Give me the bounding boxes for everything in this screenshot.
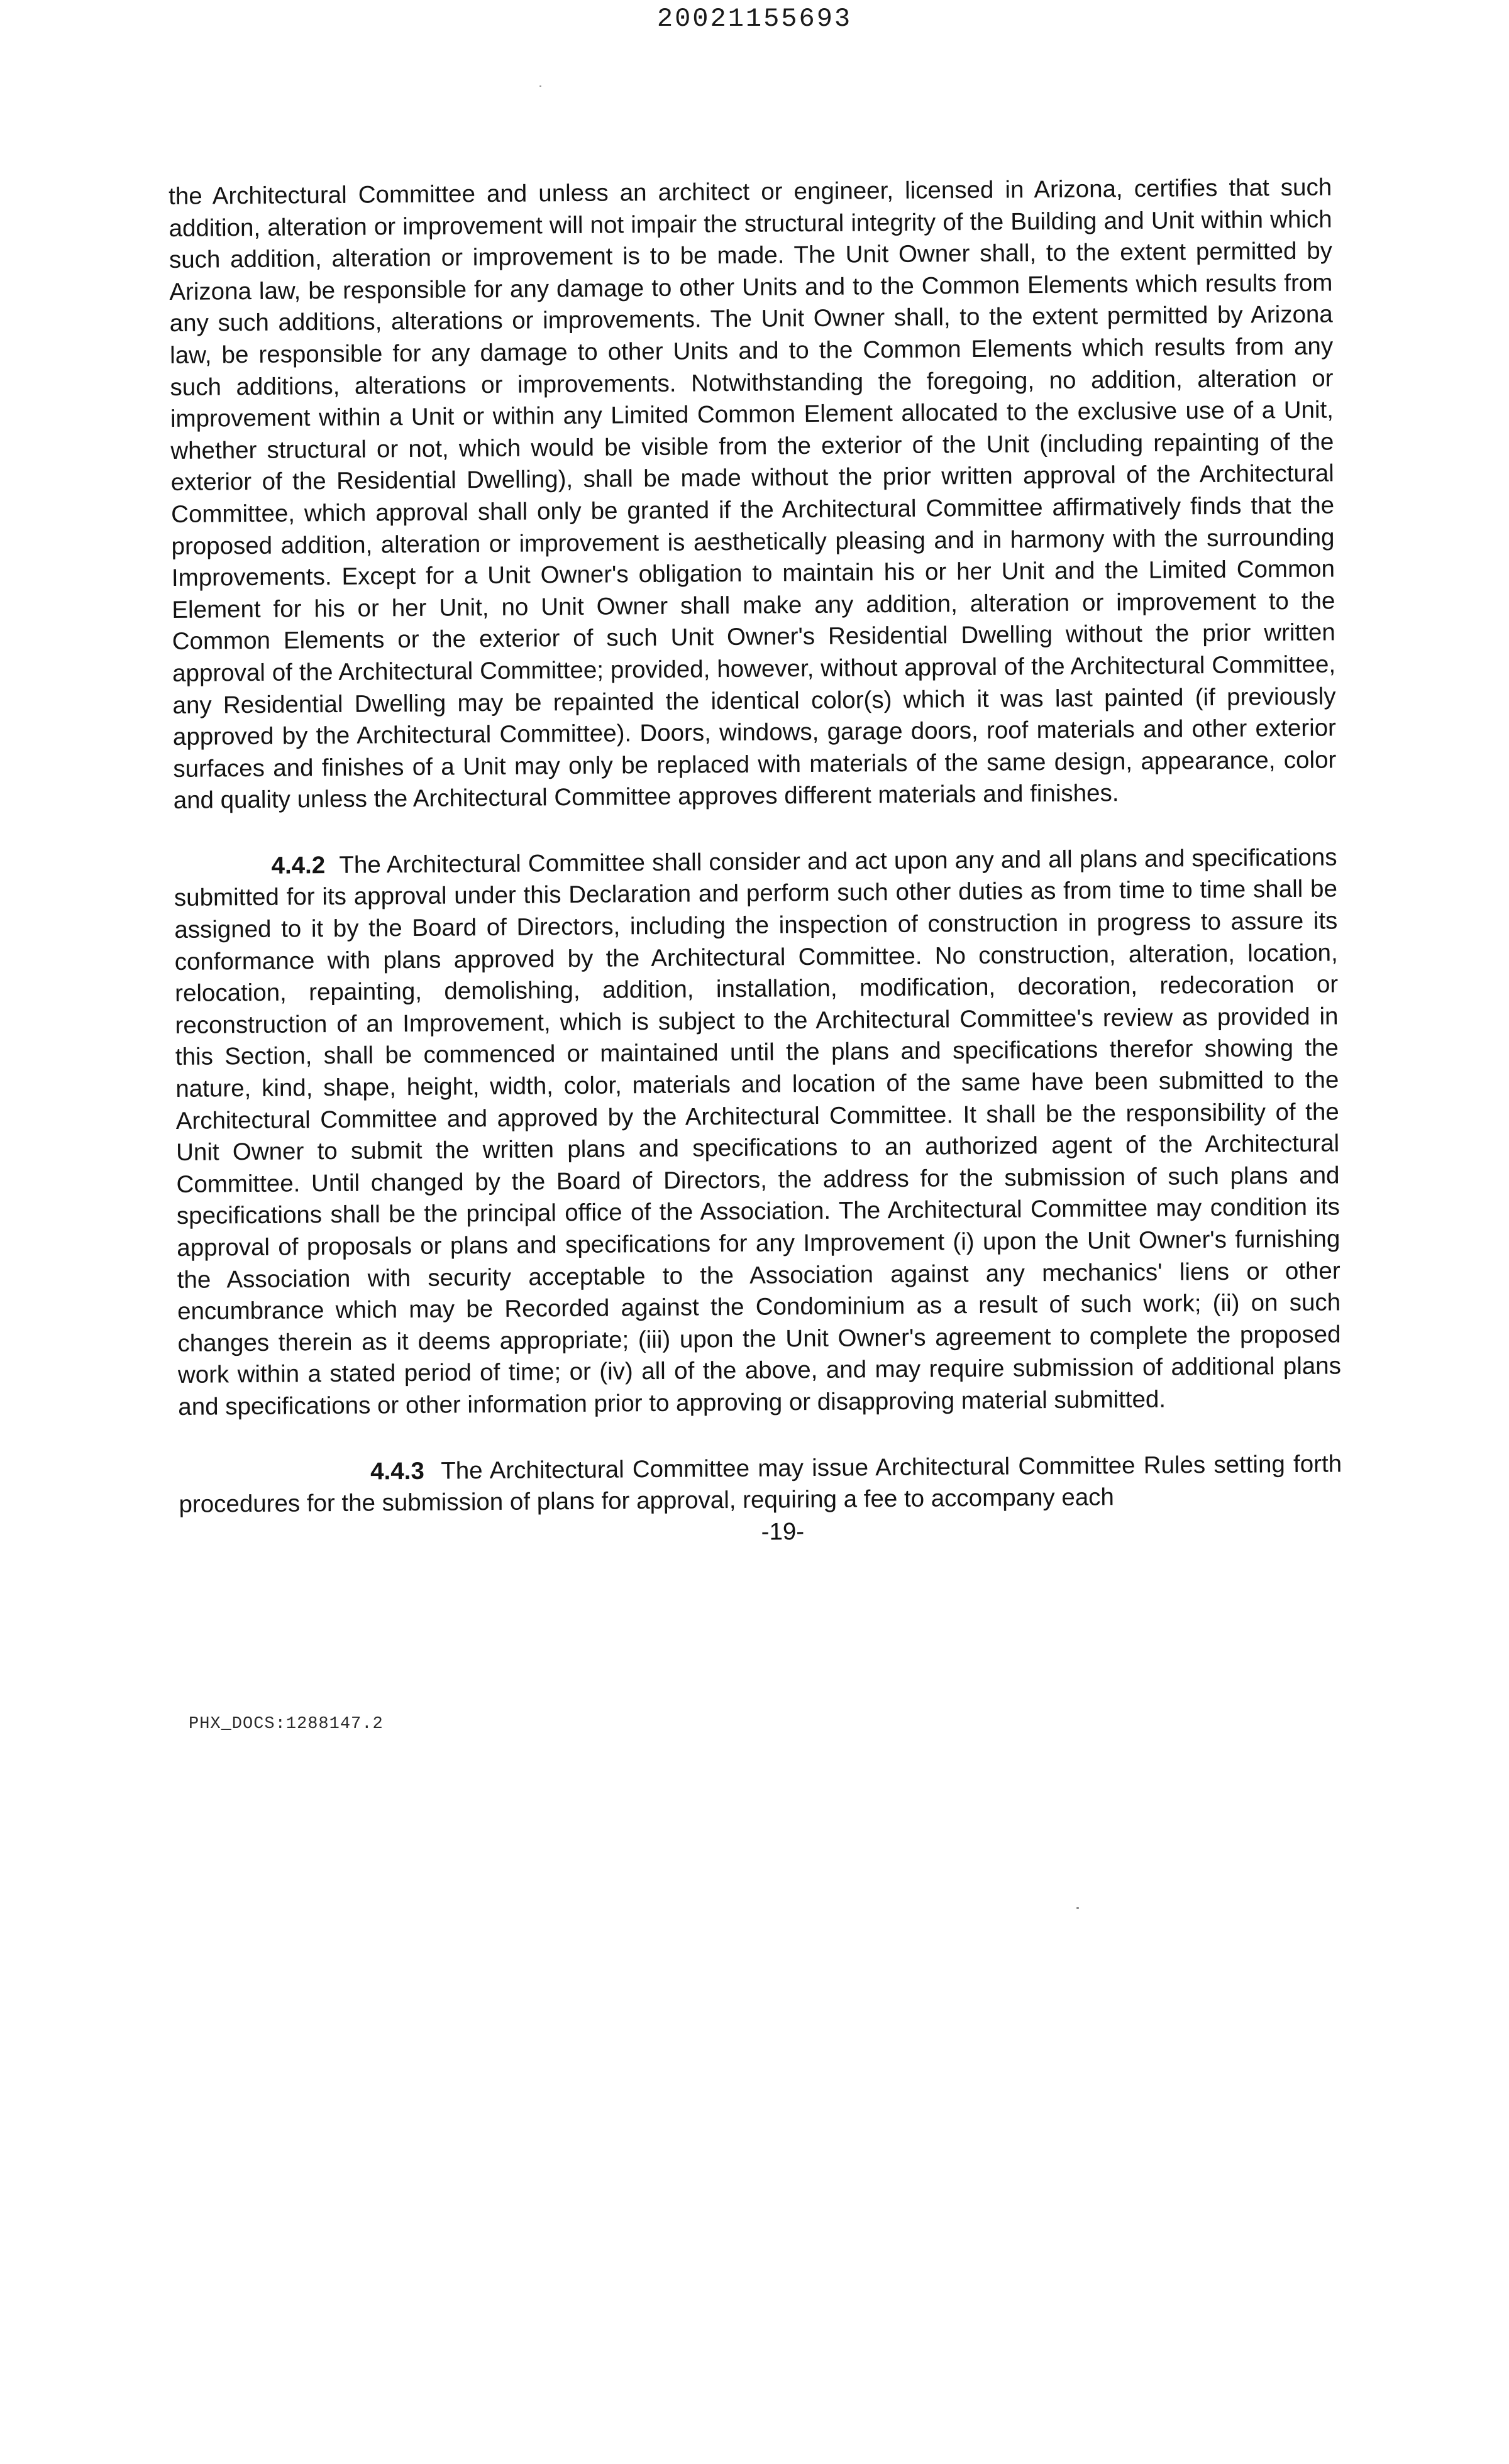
paragraph-continuation: [169, 172, 1337, 817]
scan-speck: [1076, 1907, 1079, 1909]
document-reference: PHX_DOCS:1288147.2: [189, 1715, 384, 1734]
body-text: [169, 172, 1342, 1552]
scan-speck: [539, 85, 541, 87]
paragraph-text: The Architectural Committee may issue Architectural Committee Rules setting forth procedures for the submission of plans for approval, requiring a fee to accompany each: [179, 1449, 1342, 1519]
paragraph-text: The Architectural Committee shall consider and act upon any and all plans and specifications submitted for its approval under this Declaration and perform such other duties as from time to time shall be assigned to it by the Board of Directors, including the inspection of construction in progress to assure its conformance with plans approved by the Architectural Committee. No construction, alteration, location, relocation, repainting, demolishing, addition, installation, modification, decoration, redecoration or reconstruction of an Improvement, which is subject to the Architectural Committee's review as provided in this Section, shall be commenced or maintained until the plans and specifications therefor showing the nature, kind, shape, height, width, color, materials and location of the same have been submitted to the Architectural Committee and approved by the Architectural Committee. It shall be the responsibility of the Unit Owner to submit the written plans and specifications to an authorized agent of the Architectural Committee. Until changed by the Board of Directors, the address for the submission of such plans and specifications shall be the principal office of the Association. The Architectural Committee may condition its approval of proposals or plans and specifications for any Improvement (i) upon the Unit Owner's furnishing the Association with security acceptable to the Association against any mechanics' liens or other encumbrance which may be Recorded against the Condominium as a result of such work; (ii) on such changes therein as it deems appropriate; (iii) upon the Unit Owner's agreement to complete the proposed work within a stated period of time; or (iv) all of the above, and may require submission of additional plans and specifications or other information prior to approving or disapproving material submitted.: [174, 844, 1342, 1421]
paragraph-text: the Architectural Committee and unless an architect or engineer, licensed in Arizona, certifies that such addition, alteration or improvement will not impair the structural integrity of the Building and Unit within which such addition, alteration or improvement is to be made. The Unit Owner shall, to the extent permitted by Arizona law, be responsible for any damage to other Units and to the Common Elements which results from any such additions, alterations or improvements. The Unit Owner shall, to the extent permitted by Arizona law, be responsible for any damage to other Units and to the Common Elements which results from any such additions, alterations or improvements. Notwithstanding the foregoing, no addition, alteration or improvement within a Unit or within any Limited Common Element allocated to the exclusive use of a Unit, whether structural or not, which would be visible from the exterior of the Unit (including repainting of the exterior of the Residential Dwelling), shall be made without the prior written approval of the Architectural Committee, which approval shall only be granted if the Architectural Committee affirmatively finds that the proposed addition, alteration or improvement is aesthetically pleasing and in harmony with the surrounding Improvements. Except for a Unit Owner's obligation to maintain his or her Unit and the Limited Common Element for his or her Unit, no Unit Owner shall make any addition, alteration or improvement to the Common Elements or the exterior of such Unit Owner's Residential Dwelling without the prior written approval of the Architectural Committee; provided, however, without approval of the Architectural Committee, any Residential Dwelling may be repainted the identical color(s) which it was last painted (if previously approved by the Architectural Committee). Doors, windows, garage doors, roof materials and other exterior surfaces and finishes of a Unit may only be replaced with materials of the same design, appearance, color and quality unless the Architectural Committee approves different materials and finishes.: [169, 173, 1337, 815]
section-number: 4.4.3: [370, 1457, 424, 1485]
section-number: 4.4.2: [271, 851, 326, 879]
document-number: 20021155693: [656, 4, 853, 34]
paragraph-section-4-4-3: [179, 1448, 1342, 1521]
page-number: -19-: [761, 1517, 805, 1546]
paragraph-section-4-4-2: [174, 842, 1341, 1423]
